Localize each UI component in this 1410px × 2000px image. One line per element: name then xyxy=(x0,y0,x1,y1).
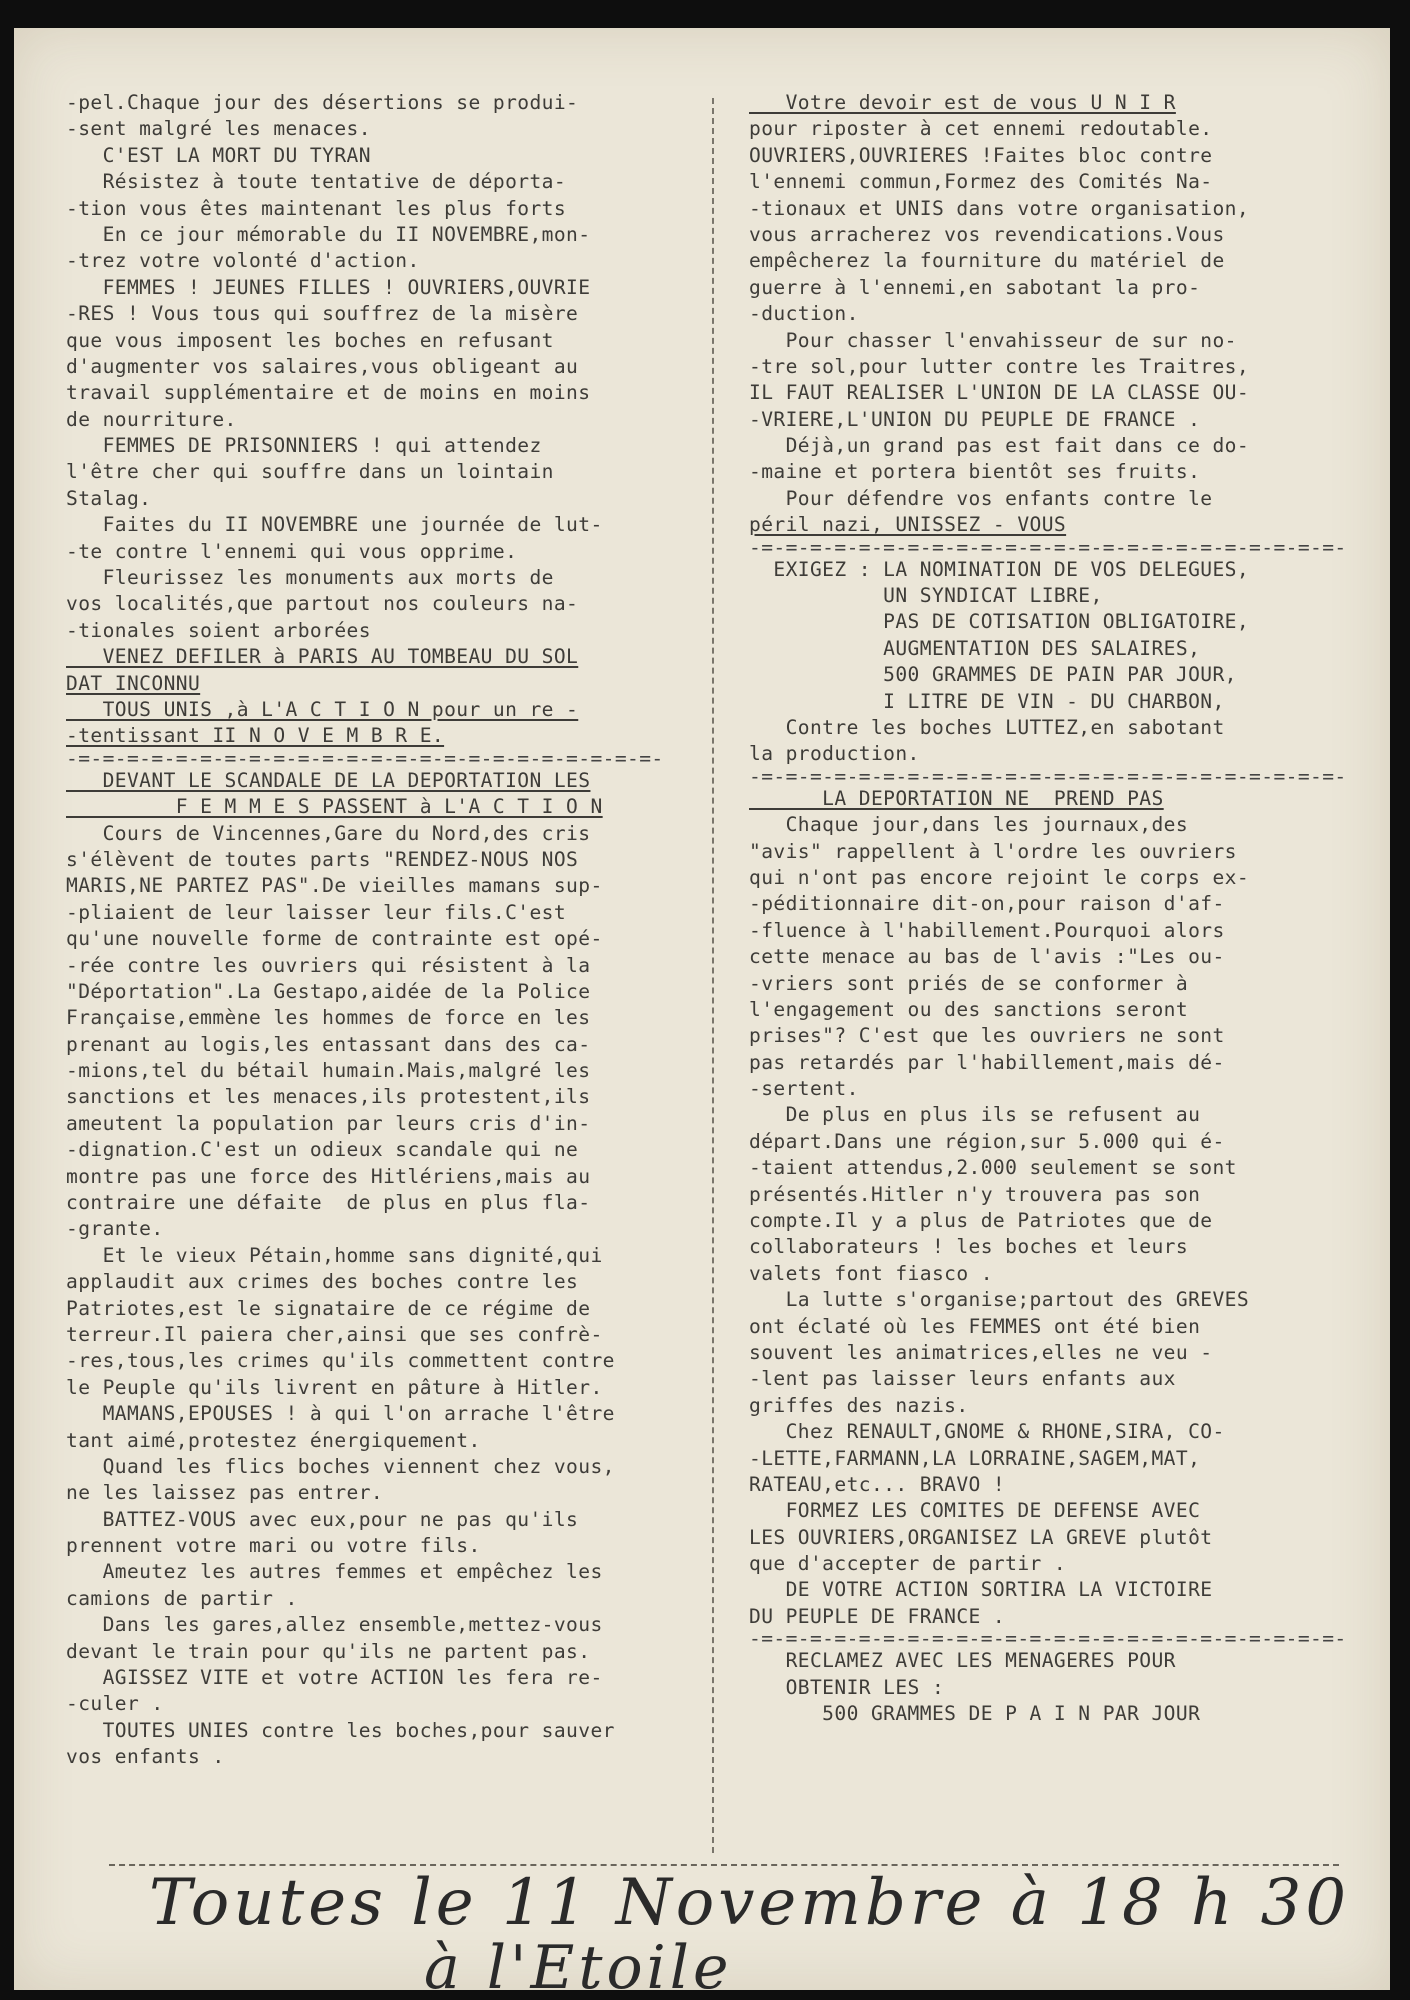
text-line: Fleurissez les monuments aux morts de xyxy=(66,566,554,590)
text-line: TOUS UNIS ,à L'A C T I O N pour un re - xyxy=(66,697,579,721)
text-line: que vous imposent les boches en refusant xyxy=(66,328,554,352)
text-line: de nourriture. xyxy=(66,407,237,431)
text-line: -tre sol,pour lutter contre les Traitres, xyxy=(749,354,1250,378)
text-line: pour riposter à cet ennemi redoutable. xyxy=(749,117,1213,141)
text-line: terreur.Il paiera cher,ainsi que ses confrè- xyxy=(66,1322,603,1346)
text-line: Et le vieux Pétain,homme sans dignité,qui xyxy=(66,1243,603,1267)
text-line: RECLAMEZ AVEC LES MENAGERES POUR xyxy=(749,1649,1176,1673)
text-line: MARIS,NE PARTEZ PAS".De vieilles mamans sup- xyxy=(66,874,603,898)
separator-dashes: -=-=-=-=-=-=-=-=-=-=-=-=-=-=-=-=-=-=-=-=-=-=-=-=- xyxy=(66,749,664,768)
text-line: -dignation.C'est un odieux scandale qui ne xyxy=(66,1138,579,1162)
text-line: DE VOTRE ACTION SORTIRA LA VICTOIRE xyxy=(749,1578,1213,1602)
text-line: devant le train pour qu'ils ne partent pas. xyxy=(66,1639,591,1663)
text-line: DU PEUPLE DE FRANCE . xyxy=(749,1604,1006,1628)
text-line: DEVANT LE SCANDALE DE LA DEPORTATION LES xyxy=(66,768,591,792)
text-line: LA DEPORTATION NE PREND PAS xyxy=(749,786,1164,810)
text-line: ont éclaté où les FEMMES ont été bien xyxy=(749,1314,1201,1338)
text-line: -rée contre les ouvriers qui résistent à la xyxy=(66,953,591,977)
text-line: -tentissant II N O V E M B R E. xyxy=(66,724,445,748)
text-line: le Peuple qu'ils livrent en pâture à Hitler. xyxy=(66,1375,603,1399)
text-line: PAS DE COTISATION OBLIGATOIRE, xyxy=(749,610,1250,634)
text-line: prenant au logis,les entassant dans des ca- xyxy=(66,1032,591,1056)
text-line: valets font fiasco . xyxy=(749,1261,993,1285)
text-line: Pour défendre vos enfants contre le xyxy=(749,486,1213,510)
text-line: -grante. xyxy=(66,1217,164,1241)
text-line: -mions,tel du bétail humain.Mais,malgré les xyxy=(66,1059,591,1083)
text-line: -lent pas laisser leurs enfants aux xyxy=(749,1367,1176,1391)
column-divider xyxy=(712,98,714,1853)
text-line: collaborateurs ! les boches et leurs xyxy=(749,1235,1189,1259)
text-line: applaudit aux crimes des boches contre les xyxy=(66,1270,579,1294)
text-line: travail supplémentaire et de moins en moins xyxy=(66,381,591,405)
separator-dashes: -=-=-=-=-=-=-=-=-=-=-=-=-=-=-=-=-=-=-=-=-=-=-=-=- xyxy=(749,767,1347,786)
text-line: "Déportation".La Gestapo,aidée de la Police xyxy=(66,979,591,1003)
text-line: -taient attendus,2.000 seulement se sont xyxy=(749,1156,1237,1180)
text-line: montre pas une force des Hitlériens,mais au xyxy=(66,1164,591,1188)
text-line: compte.Il y a plus de Patriotes que de xyxy=(749,1209,1213,1233)
text-line: -fluence à l'habillement.Pourquoi alors xyxy=(749,918,1225,942)
text-line: -péditionnaire dit-on,pour raison d'af- xyxy=(749,892,1225,916)
text-line: I LITRE DE VIN - DU CHARBON, xyxy=(749,689,1225,713)
text-line: qu'une nouvelle forme de contrainte est opé- xyxy=(66,927,603,951)
tract-page xyxy=(14,28,1390,1990)
handwritten-note-line-1: Toutes le 11 Novembre à 18 h 30 xyxy=(149,1866,1351,1940)
text-line: ameutent la population par leurs cris d'in- xyxy=(66,1111,591,1135)
text-line: -maine et portera bientôt ses fruits. xyxy=(749,460,1201,484)
text-line: Dans les gares,allez ensemble,mettez-vous xyxy=(66,1613,603,1637)
text-line: La lutte s'organise;partout des GREVES xyxy=(749,1288,1250,1312)
text-line: Pour chasser l'envahisseur de sur no- xyxy=(749,328,1237,352)
text-line: pas retardés par l'habillement,mais dé- xyxy=(749,1050,1225,1074)
text-line: C'EST LA MORT DU TYRAN xyxy=(66,143,371,167)
text-line: -vriers sont priés de se conformer à xyxy=(749,971,1189,995)
text-line: -VRIERE,L'UNION DU PEUPLE DE FRANCE . xyxy=(749,407,1201,431)
text-line: UN SYNDICAT LIBRE, xyxy=(749,584,1103,608)
text-line: -tionales soient arborées xyxy=(66,618,371,642)
text-line: Faites du II NOVEMBRE une journée de lut- xyxy=(66,513,603,537)
text-line: -tionaux et UNIS dans votre organisation, xyxy=(749,196,1250,220)
text-line: Française,emmène les hommes de force en les xyxy=(66,1006,591,1030)
text-line: F E M M E S PASSENT à L'A C T I O N xyxy=(66,795,603,819)
text-line: 500 GRAMMES DE PAIN PAR JOUR, xyxy=(749,663,1237,687)
text-line: Déjà,un grand pas est fait dans ce do- xyxy=(749,434,1250,458)
text-line: tant aimé,protestez énergiquement. xyxy=(66,1428,481,1452)
text-line: prises"? C'est que les ouvriers ne sont xyxy=(749,1024,1225,1048)
text-line: De plus en plus ils se refusent au xyxy=(749,1103,1201,1127)
text-line: vos localités,que partout nos couleurs na- xyxy=(66,592,579,616)
text-line: 500 GRAMMES DE P A I N PAR JOUR xyxy=(749,1702,1201,1726)
text-line: l'être cher qui souffre dans un lointain xyxy=(66,460,554,484)
text-line: TOUTES UNIES contre les boches,pour sauver xyxy=(66,1718,615,1742)
text-line: l'engagement ou des sanctions seront xyxy=(749,997,1189,1021)
text-line: -pliaient de leur laisser leur fils.C'est xyxy=(66,900,567,924)
text-line: Quand les flics boches viennent chez vous, xyxy=(66,1454,615,1478)
text-line: la production. xyxy=(749,742,920,766)
text-line: Chez RENAULT,GNOME & RHONE,SIRA, CO- xyxy=(749,1420,1225,1444)
separator-dashes: -=-=-=-=-=-=-=-=-=-=-=-=-=-=-=-=-=-=-=-=-=-=-=-=- xyxy=(749,1630,1347,1649)
text-line: -pel.Chaque jour des désertions se produi- xyxy=(66,91,579,114)
text-line: que d'accepter de partir . xyxy=(749,1552,1067,1576)
text-line: AGISSEZ VITE et votre ACTION les fera re- xyxy=(66,1666,603,1690)
separator-dashes: -=-=-=-=-=-=-=-=-=-=-=-=-=-=-=-=-=-=-=-=-=-=-=-=- xyxy=(749,538,1347,557)
text-line: -sertent. xyxy=(749,1077,859,1101)
text-line: -culer . xyxy=(66,1692,164,1716)
text-line: griffes des nazis. xyxy=(749,1393,969,1417)
text-line: RATEAU,etc... BRAVO ! xyxy=(749,1472,1006,1496)
text-line: Stalag. xyxy=(66,486,152,510)
text-line: guerre à l'ennemi,en sabotant la pro- xyxy=(749,275,1201,299)
text-line: -duction. xyxy=(749,302,859,326)
text-line: camions de partir . xyxy=(66,1586,298,1610)
text-line: EXIGEZ : LA NOMINATION DE VOS DELEGUES, xyxy=(749,557,1250,581)
text-line: Votre devoir est de vous U N I R xyxy=(749,91,1176,114)
text-line: MAMANS,EPOUSES ! à qui l'on arrache l'être xyxy=(66,1402,615,1426)
text-line: -tion vous êtes maintenant les plus forts xyxy=(66,196,567,220)
text-line: prennent votre mari ou votre fils. xyxy=(66,1534,481,1558)
text-line: En ce jour mémorable du II NOVEMBRE,mon- xyxy=(66,222,591,246)
text-line: départ.Dans une région,sur 5.000 qui é- xyxy=(749,1129,1225,1153)
text-line: IL FAUT REALISER L'UNION DE LA CLASSE OU- xyxy=(749,381,1250,405)
text-line: FEMMES DE PRISONNIERS ! qui attendez xyxy=(66,434,542,458)
text-line: ne les laissez pas entrer. xyxy=(66,1481,384,1505)
text-line: OBTENIR LES : xyxy=(749,1675,945,1699)
text-line: d'augmenter vos salaires,vous obligeant au xyxy=(66,354,579,378)
text-line: sanctions et les menaces,ils protestent,ils xyxy=(66,1085,591,1109)
text-line: vous arracherez vos revendications.Vous xyxy=(749,222,1225,246)
text-line: Contre les boches LUTTEZ,en sabotant xyxy=(749,715,1225,739)
text-line: FEMMES ! JEUNES FILLES ! OUVRIERS,OUVRIE xyxy=(66,275,591,299)
right-column xyxy=(749,90,1349,1727)
text-line: l'ennemi commun,Formez des Comités Na- xyxy=(749,170,1213,194)
text-line: LES OUVRIERS,ORGANISEZ LA GREVE plutôt xyxy=(749,1525,1213,1549)
text-line: -sent malgré les menaces. xyxy=(66,117,371,141)
text-line: empêcherez la fourniture du matériel de xyxy=(749,249,1225,273)
text-line: -RES ! Vous tous qui souffrez de la misère xyxy=(66,302,579,326)
text-line: AUGMENTATION DES SALAIRES, xyxy=(749,636,1201,660)
handwritten-note-line-2: à l'Etoile xyxy=(424,1933,733,1990)
text-line: -LETTE,FARMANN,LA LORRAINE,SAGEM,MAT, xyxy=(749,1446,1201,1470)
text-line: qui n'ont pas encore rejoint le corps ex- xyxy=(749,865,1250,889)
text-line: Patriotes,est le signataire de ce régime de xyxy=(66,1296,591,1320)
text-line: BATTEZ-VOUS avec eux,pour ne pas qu'ils xyxy=(66,1507,579,1531)
text-line: Résistez à toute tentative de déporta- xyxy=(66,170,567,194)
text-line: FORMEZ LES COMITES DE DEFENSE AVEC xyxy=(749,1499,1201,1523)
text-line: Ameutez les autres femmes et empêchez les xyxy=(66,1560,603,1584)
text-line: vos enfants . xyxy=(66,1745,225,1769)
text-line: contraire une défaite de plus en plus fla- xyxy=(66,1191,591,1215)
text-line: -res,tous,les crimes qu'ils commettent contre xyxy=(66,1349,615,1373)
text-line: cette menace au bas de l'avis :"Les ou- xyxy=(749,945,1225,969)
text-line: -trez votre volonté d'action. xyxy=(66,249,420,273)
text-line: -te contre l'ennemi qui vous opprime. xyxy=(66,539,518,563)
text-line: DAT INCONNU xyxy=(66,671,201,695)
text-line: Chaque jour,dans les journaux,des xyxy=(749,813,1189,837)
text-line: Cours de Vincennes,Gare du Nord,des cris xyxy=(66,821,591,845)
text-line: péril nazi, UNISSEZ - VOUS xyxy=(749,513,1067,537)
text-line: s'élèvent de toutes parts "RENDEZ-NOUS NOS xyxy=(66,847,579,871)
text-line: souvent les animatrices,elles ne veu - xyxy=(749,1340,1213,1364)
left-column xyxy=(66,90,726,1771)
text-line: OUVRIERS,OUVRIERES !Faites bloc contre xyxy=(749,143,1213,167)
text-line: présentés.Hitler n'y trouvera pas son xyxy=(749,1182,1201,1206)
text-line: VENEZ DEFILER à PARIS AU TOMBEAU DU SOL xyxy=(66,645,579,669)
text-line: "avis" rappellent à l'ordre les ouvriers xyxy=(749,839,1237,863)
